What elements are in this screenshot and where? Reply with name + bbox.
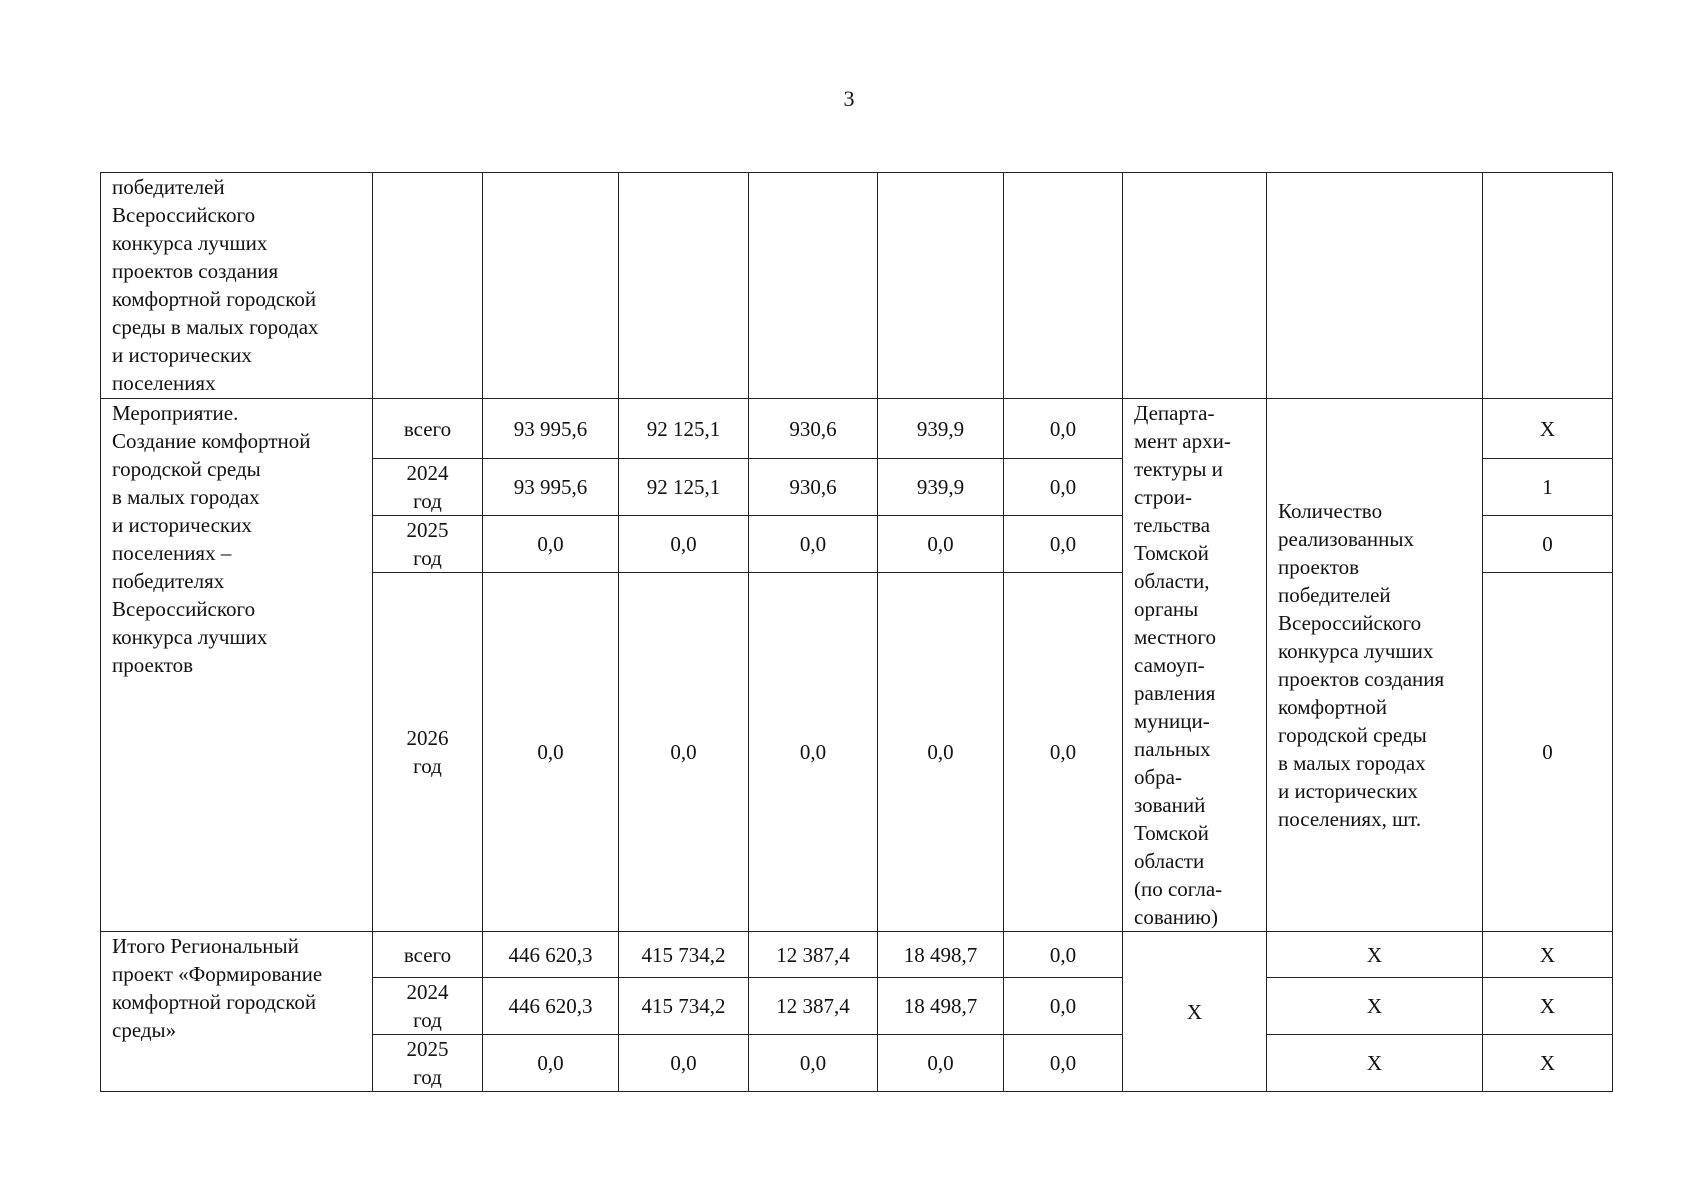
value-cell: 930,6 <box>749 399 878 459</box>
responsible-executor: Департа- мент архи- тектуры и строи- тельства Томской области, органы местного самоуп- равления муници- пальных обра- зований Томской области (по согла- сованию) <box>1123 399 1267 932</box>
value-cell: 0,0 <box>483 1035 619 1092</box>
value-cell: 12 387,4 <box>749 978 878 1035</box>
target-value-cell: Х <box>1483 932 1613 978</box>
value-cell: 0,0 <box>878 573 1004 932</box>
empty-cell <box>1483 173 1613 399</box>
period-cell: 2026 год <box>373 573 483 932</box>
value-cell: 0,0 <box>483 573 619 932</box>
value-cell: 939,9 <box>878 399 1004 459</box>
target-value-cell: 0 <box>1483 573 1613 932</box>
value-cell: 415 734,2 <box>619 978 749 1035</box>
target-value-cell: Х <box>1483 399 1613 459</box>
value-cell: 12 387,4 <box>749 932 878 978</box>
empty-cell <box>373 173 483 399</box>
value-cell: 930,6 <box>749 459 878 516</box>
period-cell: всего <box>373 399 483 459</box>
value-cell: 93 995,6 <box>483 459 619 516</box>
period-cell: 2024 год <box>373 978 483 1035</box>
value-cell: 0,0 <box>749 573 878 932</box>
value-cell: 18 498,7 <box>878 932 1004 978</box>
value-cell: 0,0 <box>1004 459 1123 516</box>
period-cell: 2025 год <box>373 1035 483 1092</box>
value-cell: 0,0 <box>878 1035 1004 1092</box>
value-cell: 0,0 <box>749 1035 878 1092</box>
table-row <box>101 399 1613 459</box>
empty-cell <box>1004 173 1123 399</box>
total-responsible: Х <box>1123 932 1267 1092</box>
period-cell: 2025 год <box>373 516 483 573</box>
indicator-cell: Х <box>1267 1035 1483 1092</box>
value-cell: 0,0 <box>1004 1035 1123 1092</box>
table-row <box>101 932 1613 978</box>
value-cell: 0,0 <box>619 1035 749 1092</box>
value-cell: 92 125,1 <box>619 399 749 459</box>
target-value-cell: Х <box>1483 1035 1613 1092</box>
empty-cell <box>1123 173 1267 399</box>
value-cell: 92 125,1 <box>619 459 749 516</box>
table-row <box>101 173 1613 399</box>
value-cell: 0,0 <box>749 516 878 573</box>
indicator-cell: Х <box>1267 932 1483 978</box>
period-cell: 2024 год <box>373 459 483 516</box>
measure-name: Мероприятие. Создание комфортной городской среды в малых городах и исторических поселениях – победителях Всероссийского конкурса лучших проектов <box>101 399 373 932</box>
empty-cell <box>619 173 749 399</box>
value-cell: 18 498,7 <box>878 978 1004 1035</box>
indicator-cell: Х <box>1267 978 1483 1035</box>
value-cell: 0,0 <box>1004 932 1123 978</box>
target-value-cell: 1 <box>1483 459 1613 516</box>
empty-cell <box>749 173 878 399</box>
page-number: 3 <box>843 86 855 111</box>
value-cell: 0,0 <box>619 516 749 573</box>
empty-cell <box>1267 173 1483 399</box>
value-cell: 0,0 <box>1004 516 1123 573</box>
target-value-cell: Х <box>1483 978 1613 1035</box>
period-cell: всего <box>373 932 483 978</box>
value-cell: 0,0 <box>1004 399 1123 459</box>
value-cell: 93 995,6 <box>483 399 619 459</box>
value-cell: 0,0 <box>878 516 1004 573</box>
value-cell: 0,0 <box>483 516 619 573</box>
budget-table <box>100 172 1613 1092</box>
target-value-cell: 0 <box>1483 516 1613 573</box>
empty-cell <box>878 173 1004 399</box>
value-cell: 446 620,3 <box>483 978 619 1035</box>
value-cell: 0,0 <box>1004 573 1123 932</box>
measure-name-continuation: победителей Всероссийского конкурса лучших проектов создания комфортной городской среды в малых городах и исторических поселениях <box>101 173 373 399</box>
value-cell: 415 734,2 <box>619 932 749 978</box>
value-cell: 446 620,3 <box>483 932 619 978</box>
value-cell: 939,9 <box>878 459 1004 516</box>
value-cell: 0,0 <box>619 573 749 932</box>
empty-cell <box>483 173 619 399</box>
value-cell: 0,0 <box>1004 978 1123 1035</box>
indicator-name: Количество реализованных проектов победителей Всероссийского конкурса лучших проектов создания комфортной городской среды в малых городах и исторических поселениях, шт. <box>1267 399 1483 932</box>
total-name: Итого Региональный проект «Формирование комфортной городской среды» <box>101 932 373 1092</box>
